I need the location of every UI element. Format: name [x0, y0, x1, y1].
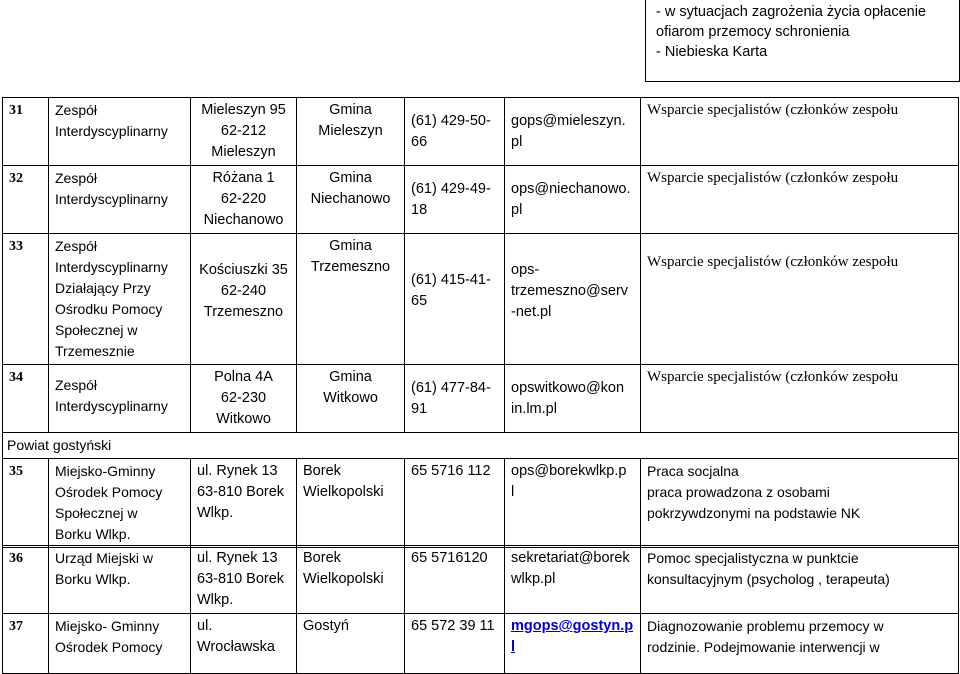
gmina: Gmina Witkowo — [297, 365, 405, 433]
institutions-table-1 — [2, 97, 959, 548]
table-row — [3, 459, 959, 548]
support: Pomoc specjalistyczna w punktcie konsultacyjnym (psycholog , terapeuta) — [641, 546, 959, 614]
table-row — [3, 234, 959, 365]
section-row — [3, 433, 959, 459]
support: Diagnozowanie problemu przemocy w rodzinie. Podejmowanie interwencji w — [641, 614, 959, 674]
row-number: 31 — [3, 98, 49, 166]
institution-name: Zespół Interdyscyplinarny — [49, 166, 191, 234]
row-number: 35 — [3, 459, 49, 548]
table-row — [3, 166, 959, 234]
address: Kościuszki 35 62-240 Trzemeszno — [191, 234, 297, 365]
address: Różana 1 62-220 Niechanowo — [191, 166, 297, 234]
table-row — [3, 365, 959, 433]
top-note-cell — [645, 0, 960, 82]
row-number: 32 — [3, 166, 49, 234]
row-number: 37 — [3, 614, 49, 674]
support: Wsparcie specjalistów (członków zespołu — [641, 234, 959, 365]
table-row — [3, 614, 959, 674]
gmina: Borek Wielkopolski — [297, 546, 405, 614]
address: Polna 4A 62-230 Witkowo — [191, 365, 297, 433]
address: ul. Rynek 13 63-810 Borek Wlkp. — [191, 546, 297, 614]
address: ul. Rynek 13 63-810 Borek Wlkp. — [191, 459, 297, 548]
email: gops@mieleszyn. pl — [505, 98, 641, 166]
gmina: Gmina Trzemeszno — [297, 234, 405, 365]
email: opswitkowo@kon in.lm.pl — [505, 365, 641, 433]
phone: 65 5716 112 — [405, 459, 505, 548]
gmina: Gmina Mieleszyn — [297, 98, 405, 166]
address: Mieleszyn 95 62-212 Mieleszyn — [191, 98, 297, 166]
institution-name: Urząd Miejski w Borku Wlkp. — [49, 546, 191, 614]
institutions-table-2 — [2, 545, 959, 674]
institution-name: Miejsko- Gminny Ośrodek Pomocy — [49, 614, 191, 674]
gmina: Gmina Niechanowo — [297, 166, 405, 234]
support: Wsparcie specjalistów (członków zespołu — [641, 365, 959, 433]
row-number: 33 — [3, 234, 49, 365]
row-number: 36 — [3, 546, 49, 614]
top-note-line: - w sytuacjach zagrożenia życia opłacenie — [656, 4, 926, 20]
phone: (61) 415-41- 65 — [405, 234, 505, 365]
email-link[interactable]: l — [511, 639, 516, 655]
phone: (61) 477-84- 91 — [405, 365, 505, 433]
phone: 65 5716120 — [405, 546, 505, 614]
support: Wsparcie specjalistów (członków zespołu — [641, 166, 959, 234]
support: Wsparcie specjalistów (członków zespołu — [641, 98, 959, 166]
row-number: 34 — [3, 365, 49, 433]
email[interactable] — [505, 614, 641, 674]
top-note-line: ofiarom przemocy schronienia — [656, 24, 850, 40]
table-row — [3, 546, 959, 614]
institution-name: Miejsko-Gminny Ośrodek Pomocy Społecznej w Borku Wlkp. — [49, 459, 191, 548]
institution-name: Zespół Interdyscyplinarny — [49, 365, 191, 433]
address: ul. Wrocławska — [191, 614, 297, 674]
email: ops@borekwlkp.p l — [505, 459, 641, 548]
email: ops- trzemeszno@serv -net.pl — [505, 234, 641, 365]
section-label: Powiat gostyński — [3, 433, 959, 459]
support: Praca socjalna praca prowadzona z osobami pokrzywdzonymi na podstawie NK — [641, 459, 959, 548]
institution-name: Zespół Interdyscyplinarny — [49, 98, 191, 166]
top-note-line: - Niebieska Karta — [656, 44, 768, 60]
gmina: Gostyń — [297, 614, 405, 674]
table-row — [3, 98, 959, 166]
phone: (61) 429-50- 66 — [405, 98, 505, 166]
gmina: Borek Wielkopolski — [297, 459, 405, 548]
email: sekretariat@borek wlkp.pl — [505, 546, 641, 614]
phone: (61) 429-49- 18 — [405, 166, 505, 234]
phone: 65 572 39 11 — [405, 614, 505, 674]
email-link[interactable]: mgops@gostyn.p — [511, 618, 634, 634]
institution-name: Zespół Interdyscyplinarny Działający Przy Ośrodku Pomocy Społecznej w Trzemesznie — [49, 234, 191, 365]
email: ops@niechanowo. pl — [505, 166, 641, 234]
